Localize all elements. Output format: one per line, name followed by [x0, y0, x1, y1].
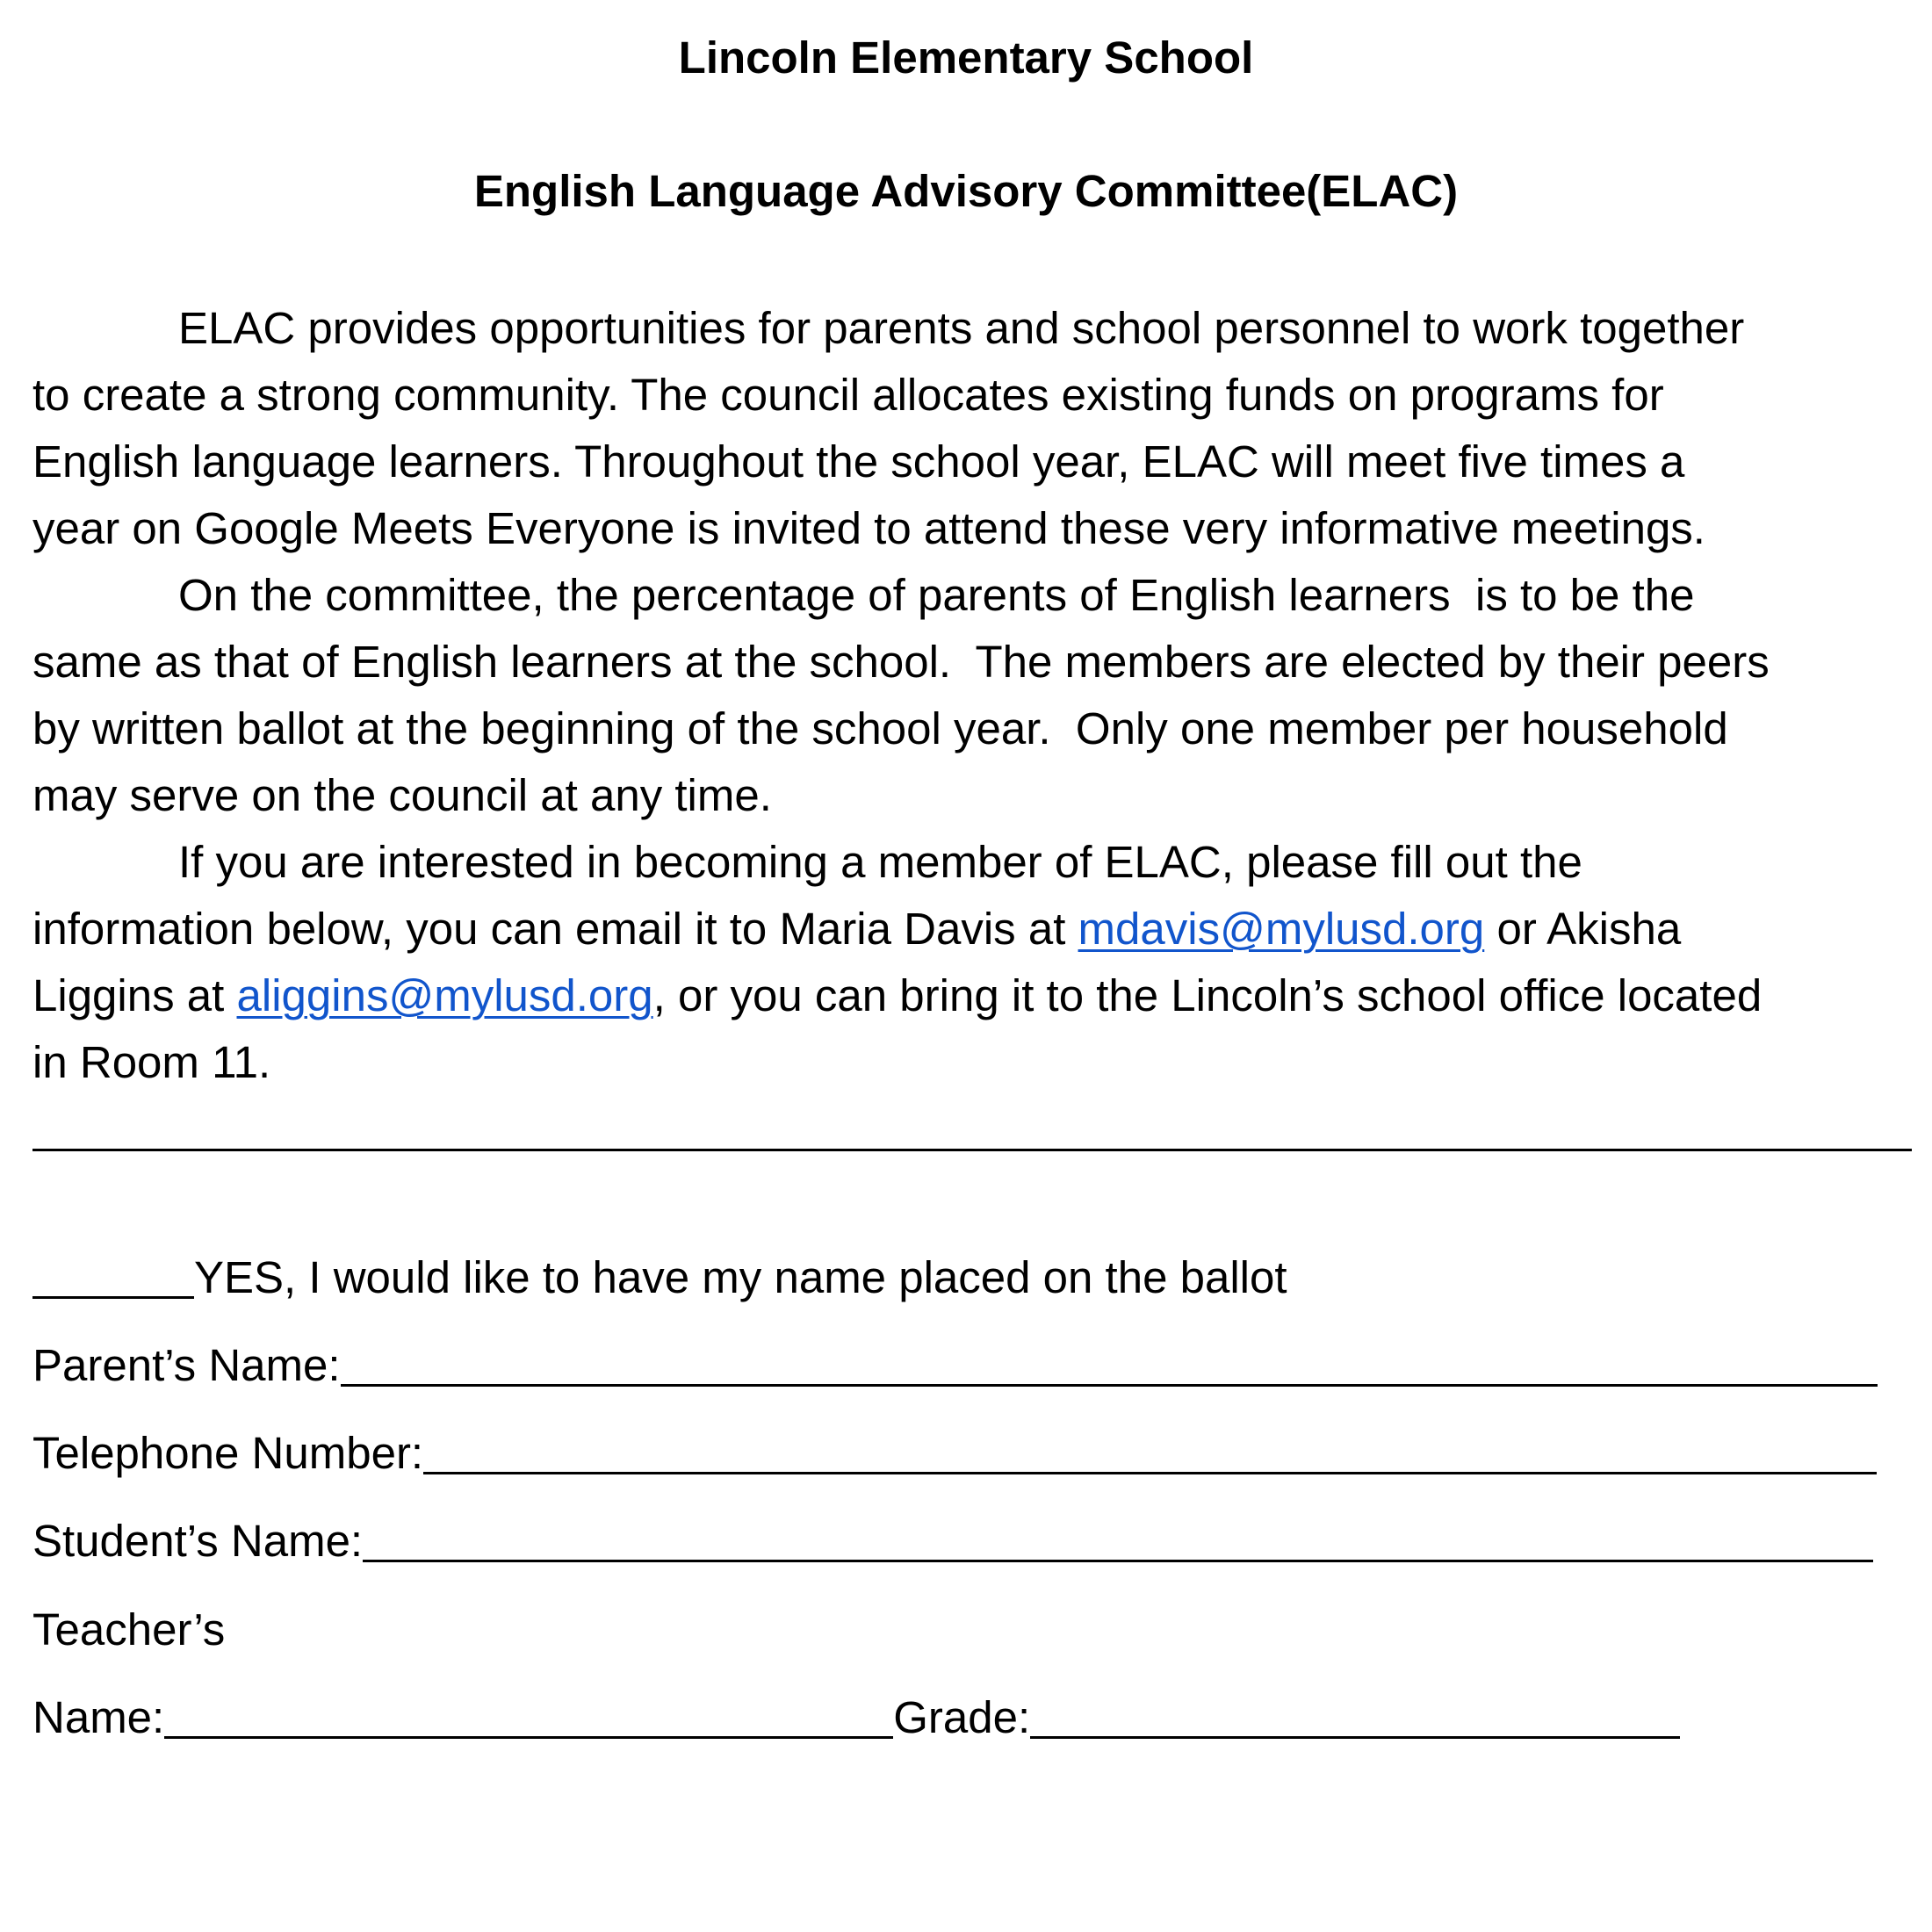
yes-label: YES, I would like to have my name placed on the ballot [194, 1252, 1287, 1302]
paragraph1-line4: year on Google Meets Everyone is invited to attend these very informative meetings. [32, 503, 1705, 553]
paragraph3-line2-start: information below, you can email it to Maria Davis at [32, 904, 1078, 954]
student-name-row [32, 1515, 1873, 1568]
email-link-mdavis[interactable]: mdavis@mylusd.org [1078, 904, 1485, 954]
paragraph1-line2: to create a strong community. The council allocates existing funds on programs for [32, 370, 1664, 420]
parent-name-field[interactable] [341, 1342, 1878, 1387]
section-divider-line [32, 1149, 1912, 1151]
paragraph3-line3 [32, 962, 1912, 1029]
teacher-name-label: Name: [32, 1692, 165, 1742]
paragraph2-line4: may serve on the council at any time. [32, 770, 772, 820]
grade-field[interactable] [1030, 1694, 1680, 1739]
paragraph2-line1: On the committee, the percentage of parents of English learners is to be the [178, 570, 1695, 620]
teacher-label-row [32, 1604, 225, 1656]
telephone-row [32, 1427, 1877, 1480]
paragraph2-line2: same as that of English learners at the school. The members are elected by their peers [32, 637, 1770, 687]
teacher-name-grade-row [32, 1691, 1680, 1744]
student-name-field[interactable] [363, 1517, 1873, 1562]
student-name-label: Student’s Name: [32, 1516, 364, 1566]
paragraph3-line2-end: or Akisha [1484, 904, 1682, 954]
paragraph3-line1: If you are interested in becoming a member of ELAC, please fill out the [178, 837, 1582, 887]
paragraph3-line2 [32, 896, 1912, 962]
parent-name-label: Parent’s Name: [32, 1340, 341, 1390]
grade-label: Grade: [893, 1692, 1031, 1742]
body-text [32, 295, 1912, 1096]
telephone-field[interactable] [423, 1430, 1877, 1474]
committee-title-heading: English Language Advisory Committee(ELAC) [473, 166, 1459, 216]
yes-blank[interactable] [32, 1254, 194, 1299]
school-name-heading: Lincoln Elementary School [678, 32, 1254, 83]
email-link-aliggins[interactable]: aliggins@mylusd.org [236, 970, 653, 1020]
paragraph3-line3-end: , or you can bring it to the Lincoln’s school office located [652, 970, 1763, 1020]
paragraph1-line1: ELAC provides opportunities for parents and school personnel to work together [178, 303, 1745, 353]
teacher-label-line1: Teacher’s [32, 1604, 226, 1654]
paragraph2-line3: by written ballot at the beginning of the school year. Only one member per household [32, 703, 1728, 753]
yes-checkbox-row [32, 1251, 1287, 1304]
telephone-label: Telephone Number: [32, 1428, 424, 1478]
parent-name-row [32, 1339, 1878, 1392]
paragraph3-line3-start: Liggins at [32, 970, 237, 1020]
paragraph1-line3: English language learners. Throughout the school year, ELAC will meet five times a [32, 436, 1685, 487]
teacher-name-field[interactable] [164, 1694, 893, 1739]
paragraph3-line4: in Room 11. [32, 1037, 271, 1087]
